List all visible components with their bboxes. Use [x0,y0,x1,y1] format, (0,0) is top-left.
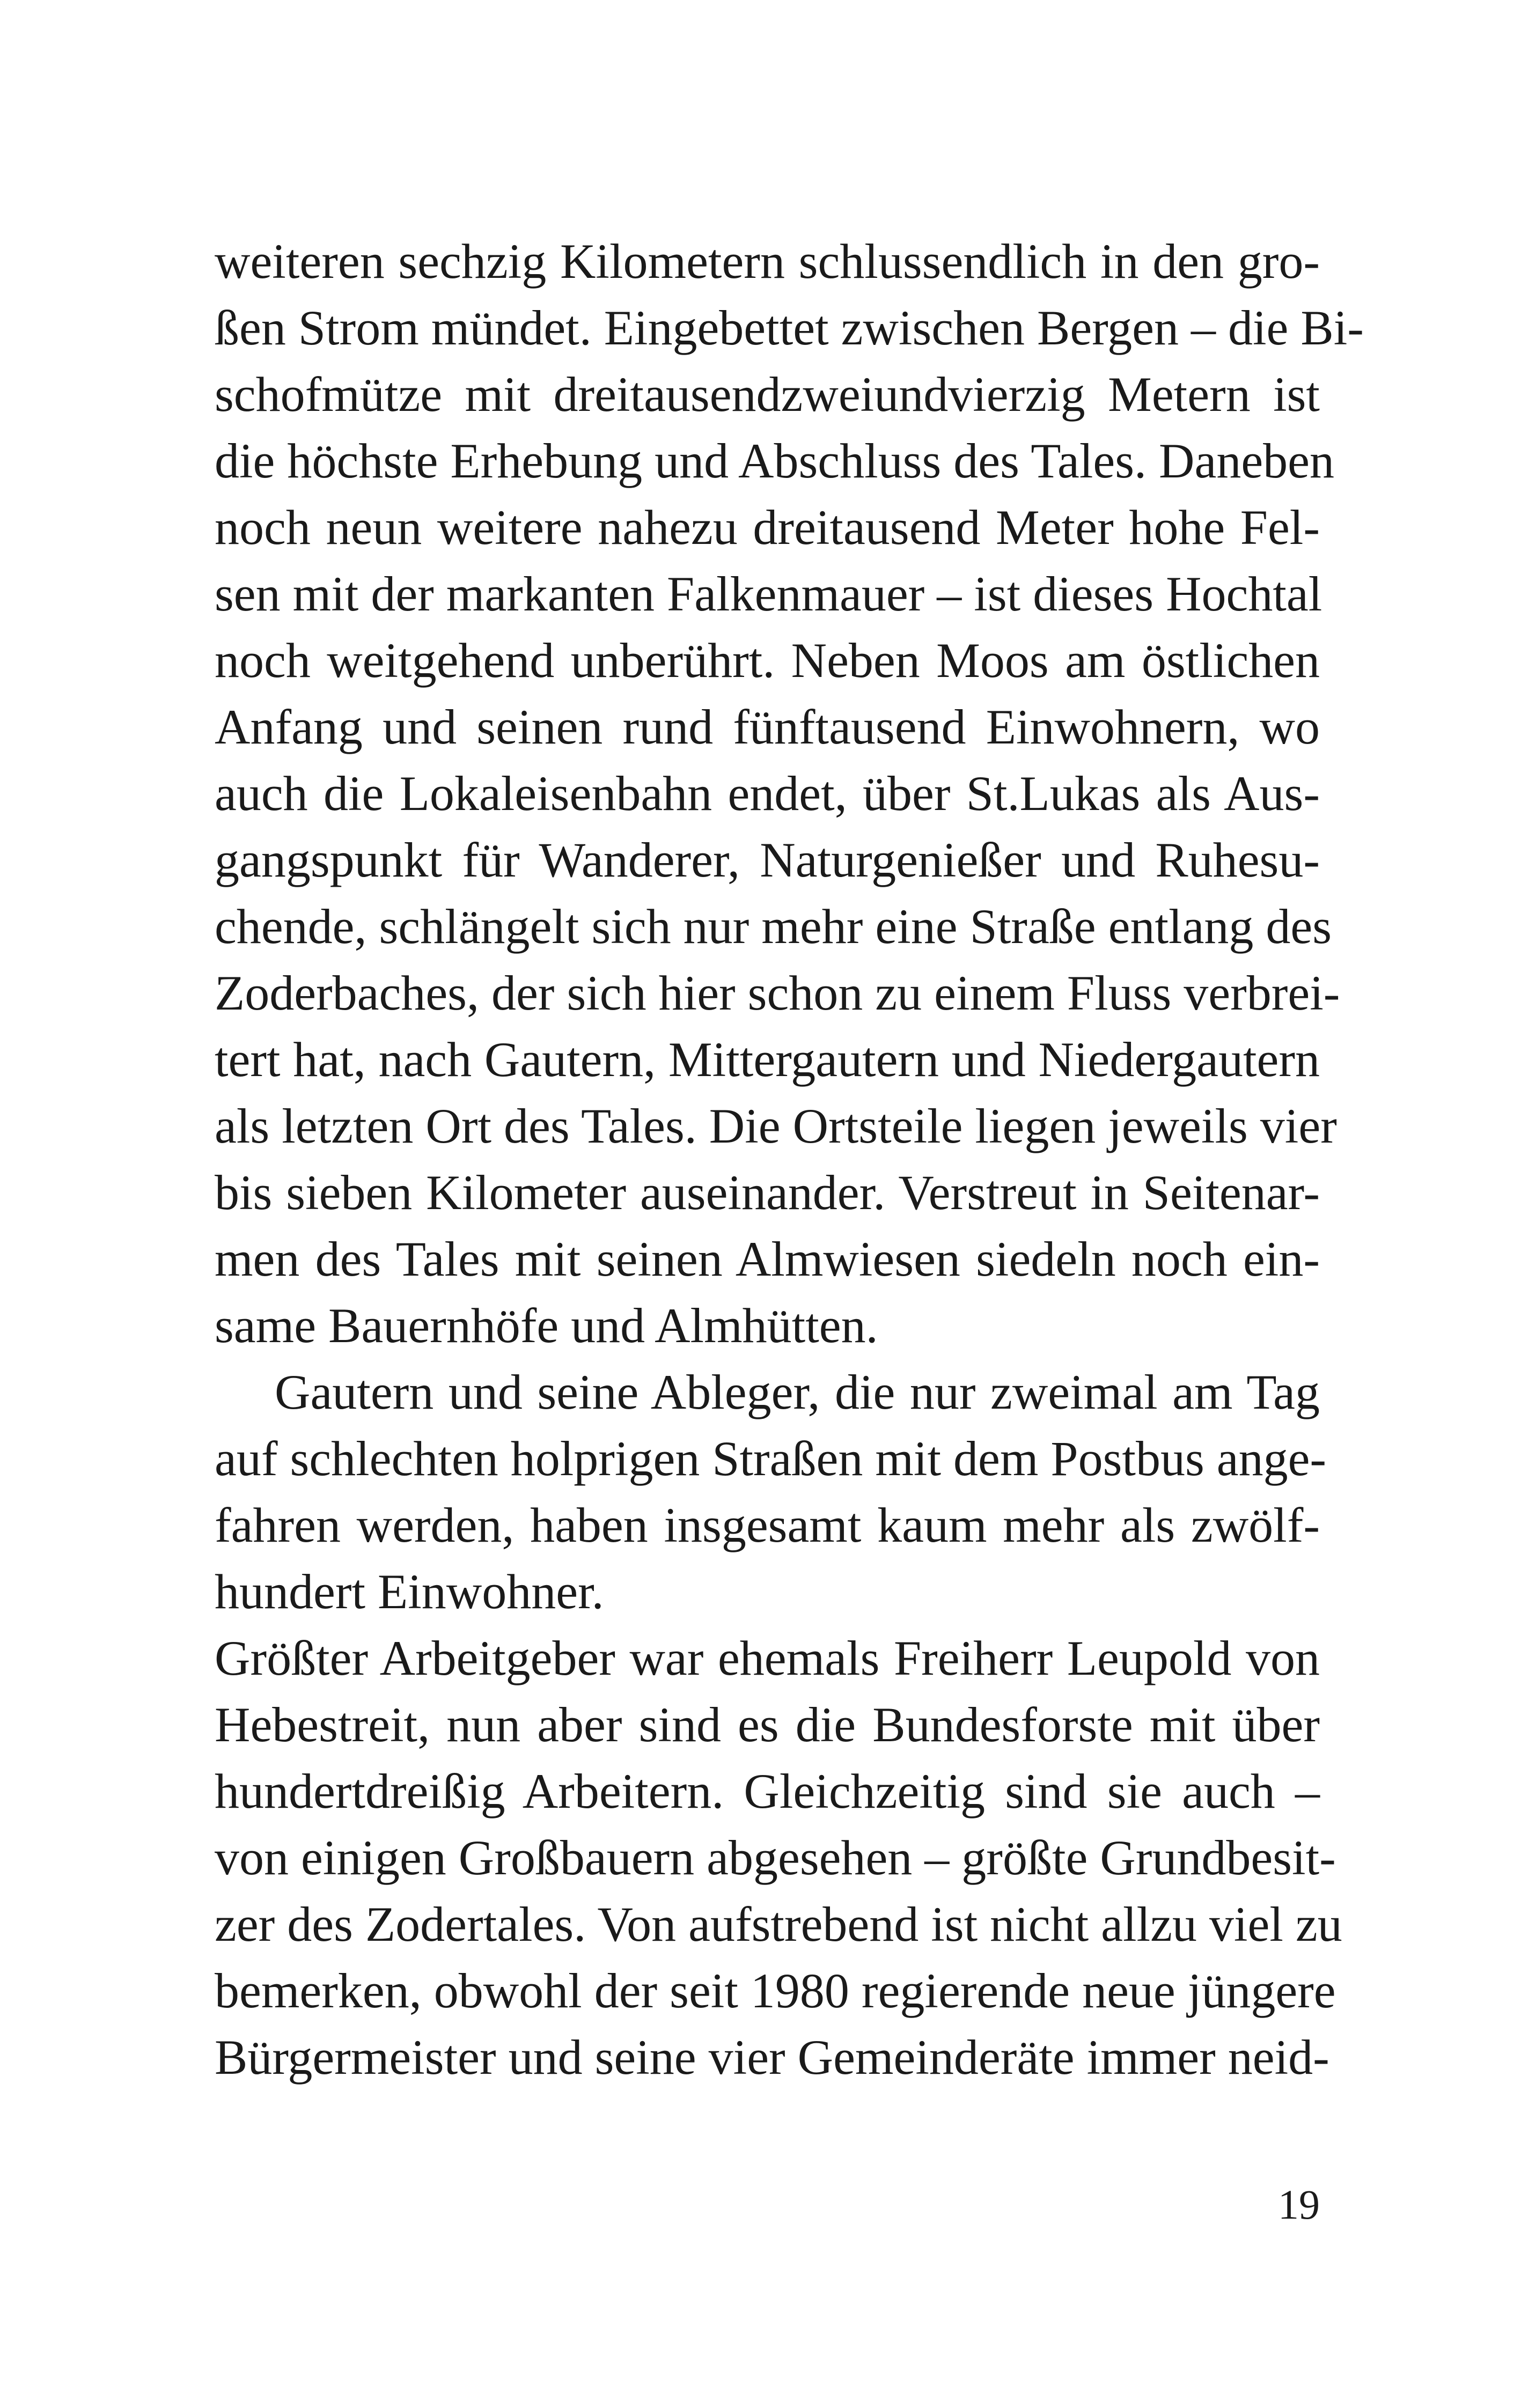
text-line: men des Tales mit seinen Almwiesen siedeln noch ein- [215,1232,1320,1286]
text-line: schofmütze mit dreitausendzweiundvierzig Metern ist [215,367,1320,422]
text-line: fahren werden, haben insgesamt kaum mehr als zwölf- [215,1498,1320,1552]
paragraph-2 [215,1359,1327,1625]
text-line: bis sieben Kilometer auseinander. Verstreut in Seitenar- [215,1165,1320,1220]
text-line: Größter Arbeitgeber war ehemals Freiherr Leupold von [215,1631,1320,1685]
page-number: 19 [1278,2181,1320,2228]
paragraph-3 [215,1625,1342,2090]
text-line: same Bauernhöfe und Almhütten. [215,1298,878,1353]
text-line: hundertdreißig Arbeitern. Gleichzeitig sind sie auch – [215,1764,1320,1818]
text-line: als letzten Ort des Tales. Die Ortsteile liegen jeweils vier [215,1099,1337,1153]
text-line: Hebestreit, nun aber sind es die Bundesforste mit über [215,1697,1320,1752]
text-line: auch die Lokaleisenbahn endet, über St.Lukas als Aus- [215,766,1320,821]
text-line: auf schlechten holprigen Straßen mit dem Postbus ange- [215,1431,1327,1486]
text-line: die höchste Erhebung und Abschluss des Tales. Daneben [215,433,1334,488]
text-line: weiteren sechzig Kilometern schlussendlich in den gro- [215,234,1320,289]
text-line: Bürgermeister und seine vier Gemeinderäte immer neid- [215,2030,1329,2085]
text-line: chende, schlängelt sich nur mehr eine Straße entlang des [215,899,1332,954]
text-line: noch neun weitere nahezu dreitausend Meter hohe Fel- [215,500,1320,555]
text-line: gangspunkt für Wanderer, Naturgenießer und Ruhesu- [215,833,1320,887]
text-line: von einigen Großbauern abgesehen – größte Grundbesit- [215,1830,1336,1885]
text-line: zer des Zodertales. Von aufstrebend ist nicht allzu viel zu [215,1897,1342,1952]
text-line: hundert Einwohner. [215,1564,604,1619]
text-line: ßen Strom mündet. Eingebettet zwischen Bergen – die Bi- [215,300,1364,355]
text-line: sen mit der markanten Falkenmauer – ist dieses Hochtal [215,566,1322,621]
text-line: tert hat, nach Gautern, Mittergautern und Niedergautern [215,1032,1320,1087]
text-line: Zoderbaches, der sich hier schon zu einem Fluss verbrei- [215,966,1340,1020]
text-line: bemerken, obwohl der seit 1980 regierende neue jüngere [215,1963,1336,2018]
paragraph-1 [215,228,1364,1359]
text-line: Gautern und seine Ableger, die nur zweimal am Tag [275,1365,1320,1419]
text-line: Anfang und seinen rund fünftausend Einwohnern, wo [215,699,1320,754]
text-line: noch weitgehend unberührt. Neben Moos am östlichen [215,633,1320,688]
